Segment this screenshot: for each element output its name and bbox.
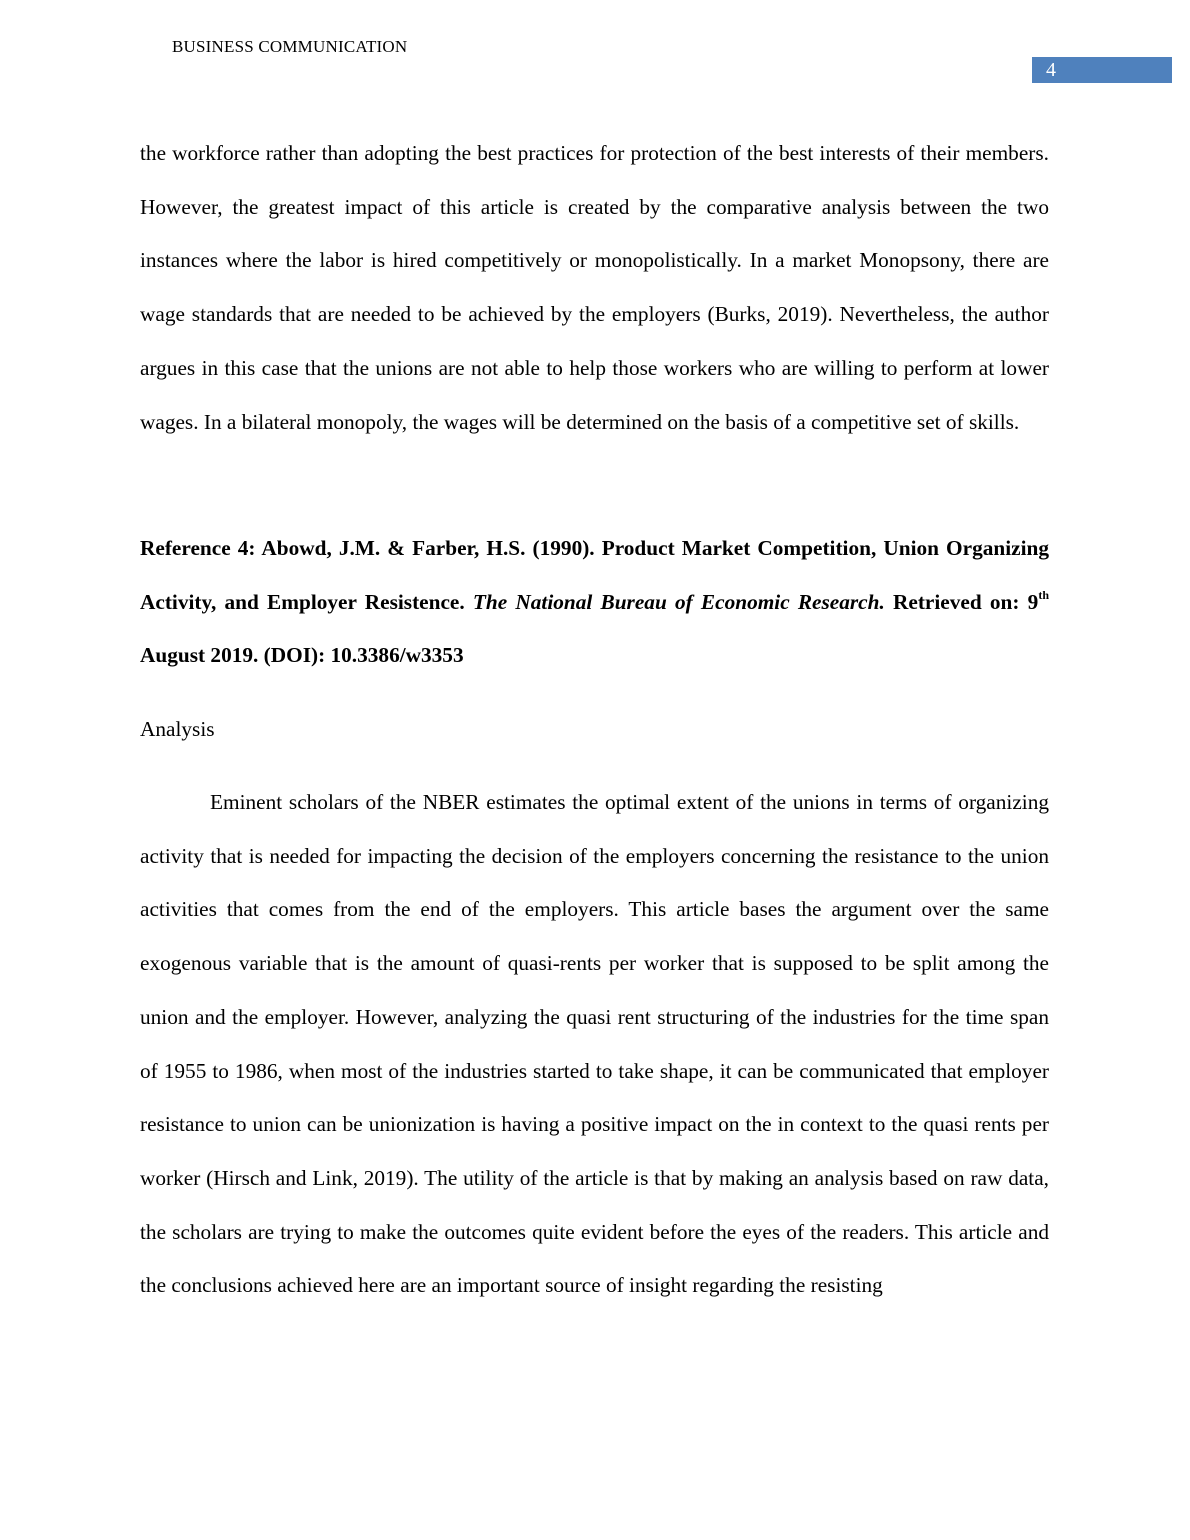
reference-text xyxy=(140,522,1049,683)
page-number: 4 xyxy=(1046,59,1056,81)
paragraph-text: Eminent scholars of the NBER estimates the optimal extent of the unions in terms of organizing activity that is needed for impacting the decision of the employers concerning the resistance to the union activities that comes from the end of the employers. This article bases the argument over the same exogenous variable that is the amount of quasi-rents per worker that is supposed to be split among the union and the employer. However, analyzing the quasi rent structuring of the industries for the time span of 1955 to 1986, when most of the industries started to take shape, it can be communicated that employer resistance to union can be unionization is having a positive impact on the in context to the quasi rents per worker (Hirsch and Link, 2019). The utility of the article is that by making an analysis based on raw data, the scholars are trying to make the outcomes quite evident before the eyes of the readers. This article and the conclusions achieved here are an important source of insight regarding the resisting xyxy=(140,790,1049,1298)
section-heading: Analysis xyxy=(140,717,215,741)
reference-entry xyxy=(140,522,1049,683)
running-head: BUSINESS COMMUNICATION xyxy=(172,37,408,56)
paragraph-text: the workforce rather than adopting the best practices for protection of the best interests of their members. However, the greatest impact of this article is created by the comparative analysis between the two instances where the labor is hired competitively or monopolistically. In a market Monopsony, there are wage standards that are needed to be achieved by the employers (Burks, 2019). Nevertheless, the author argues in this case that the unions are not able to help those workers who are willing to perform at lower wages. In a bilateral monopoly, the wages will be determined on the basis of a competitive set of skills. xyxy=(140,141,1049,434)
page-number-box xyxy=(1032,57,1172,83)
reference-date-superscript: th xyxy=(1038,587,1049,602)
reference-journal: The National Bureau of Economic Research. xyxy=(472,589,885,614)
reference-lead: Reference 4: Abowd, J.M. & Farber, H.S. (1990). Product Market Competition, Union Organizing Activity, and Employer Resistence. xyxy=(140,536,1049,614)
reference-retrieved-prefix: Retrieved on: 9 xyxy=(884,589,1039,614)
reference-retrieved-suffix: August 2019. (DOI): 10.3386/w3353 xyxy=(140,643,464,668)
body-paragraph xyxy=(140,127,1049,449)
analysis-paragraph xyxy=(140,776,1049,1313)
